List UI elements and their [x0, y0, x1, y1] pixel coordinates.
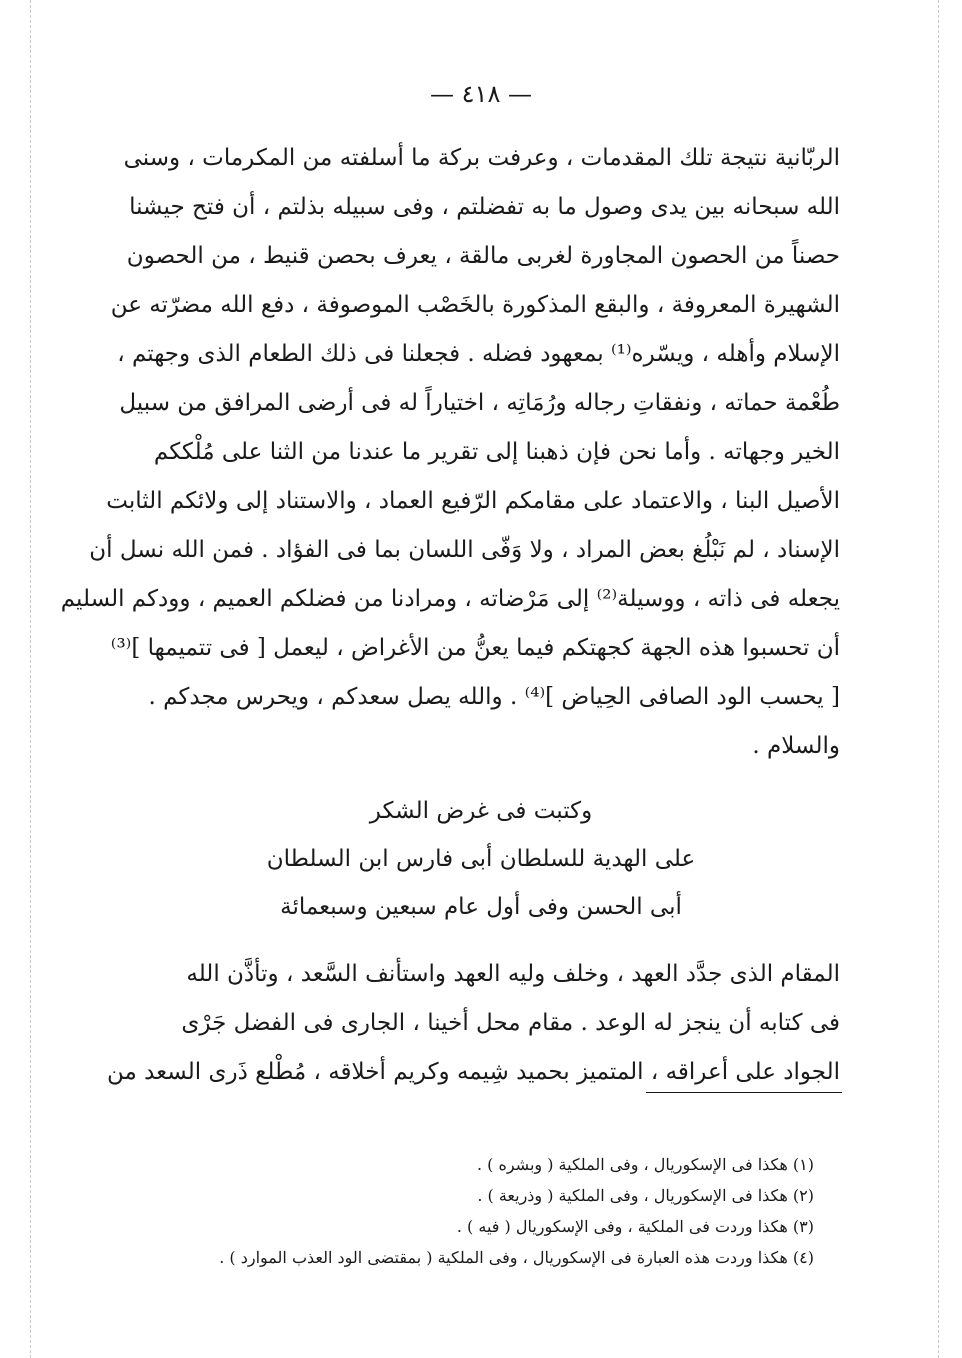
footnote-1: (١) هكذا فى الإسكوريال ، وفى الملكية ( وبشره ) . [476, 1155, 814, 1174]
text-line: الله سبحانه بين يدى وصول ما به تفضلتم ، وفى سبيله بذلتم ، أن فتح جيشنا [129, 194, 840, 220]
section-heading-line-2: على الهدية للسلطان أبى فارس ابن السلطان [266, 846, 696, 872]
footnote-3: (٣) هكذا وردت فى الملكية ، وفى الإسكوريال ( فيه ) . [456, 1217, 814, 1236]
footnote-divider [646, 1092, 842, 1093]
page-number: — ٤١٨ — [430, 80, 532, 108]
text-line: والسلام . [752, 733, 840, 759]
text-line: حصناً من الحصون المجاورة لغربى مالقة ، يعرف بحصن قنيط ، من الحصون [126, 243, 840, 269]
footnote-2: (٢) هكذا فى الإسكوريال ، وفى الملكية ( وذريعة ) . [477, 1186, 814, 1205]
paragraph-1 [60, 134, 840, 774]
text-line: الربّانية نتيجة تلك المقدمات ، وعرفت بركة ما أسلفته من المكرمات ، وسنى [123, 145, 840, 171]
text-line: [ يحسب الود الصافى الحِياض ]⁽⁴⁾ . والله يصل سعدكم ، ويحرس مجدكم . [148, 684, 840, 710]
text-line: الإسناد ، لم نَبْلُغ بعض المراد ، ولا وَفّى اللسان بما فى الفؤاد . فمن الله نسل أن [89, 537, 840, 563]
text-line: الإسلام وأهله ، ويسّره⁽¹⁾ بمعهود فضله . فجعلنا فى ذلك الطعام الذى وجهتم ، [117, 341, 840, 367]
section-heading-line-1: وكتبت فى غرض الشكر [369, 798, 593, 824]
scan-edge-right [938, 0, 939, 1358]
text-line: الأصيل البنا ، والاعتماد على مقامكم الرّفيع العماد ، والاستناد إلى ولائكم الثابت [106, 488, 840, 514]
text-line: الجواد على أعراقه ، المتميز بحميد شِيمه وكريم أخلاقه ، مُطْلع ذَرى السعد من [106, 1059, 840, 1085]
text-line: الخير وجهاته . وأما نحن فإن ذهبنا إلى تقرير ما عندنا من الثنا على مُلْككم [153, 439, 840, 465]
text-line: أن تحسبوا هذه الجهة كجهتكم فيما يعنُّ من الأغراض ، ليعمل [ فى تتميمها ]⁽³⁾ [110, 635, 840, 661]
paragraph-2 [106, 950, 840, 1100]
text-line: يجعله فى ذاته ، ووسيلة⁽²⁾ إلى مَرْضاته ، ومرادنا من فضلكم العميم ، وودكم السليم [60, 586, 840, 612]
text-line: الشهيرة المعروفة ، والبقع المذكورة بالخَصْب الموصوفة ، دفع الله مضرّته عن [110, 292, 840, 318]
footnote-4: (٤) هكذا وردت هذه العبارة فى الإسكوريال ، وفى الملكية ( بمقتضى الود العذب الموارد ) . [219, 1248, 814, 1267]
scan-edge-left [30, 0, 31, 1358]
text-line: فى كتابه أن ينجز له الوعد . مقام محل أخينا ، الجارى فى الفضل جَرْى [181, 1010, 840, 1036]
text-line: المقام الذى جدَّد العهد ، وخلف وليه العهد واستأنف السَّعد ، وتأذَّن الله [186, 961, 840, 987]
text-line: طُعْمة حماته ، ونفقاتِ رجاله ورُمَاتِه ، اختياراً له فى أرضى المرافق من سبيل [119, 390, 840, 416]
section-heading-line-3: أبى الحسن وفى أول عام سبعين وسبعمائة [280, 894, 682, 920]
